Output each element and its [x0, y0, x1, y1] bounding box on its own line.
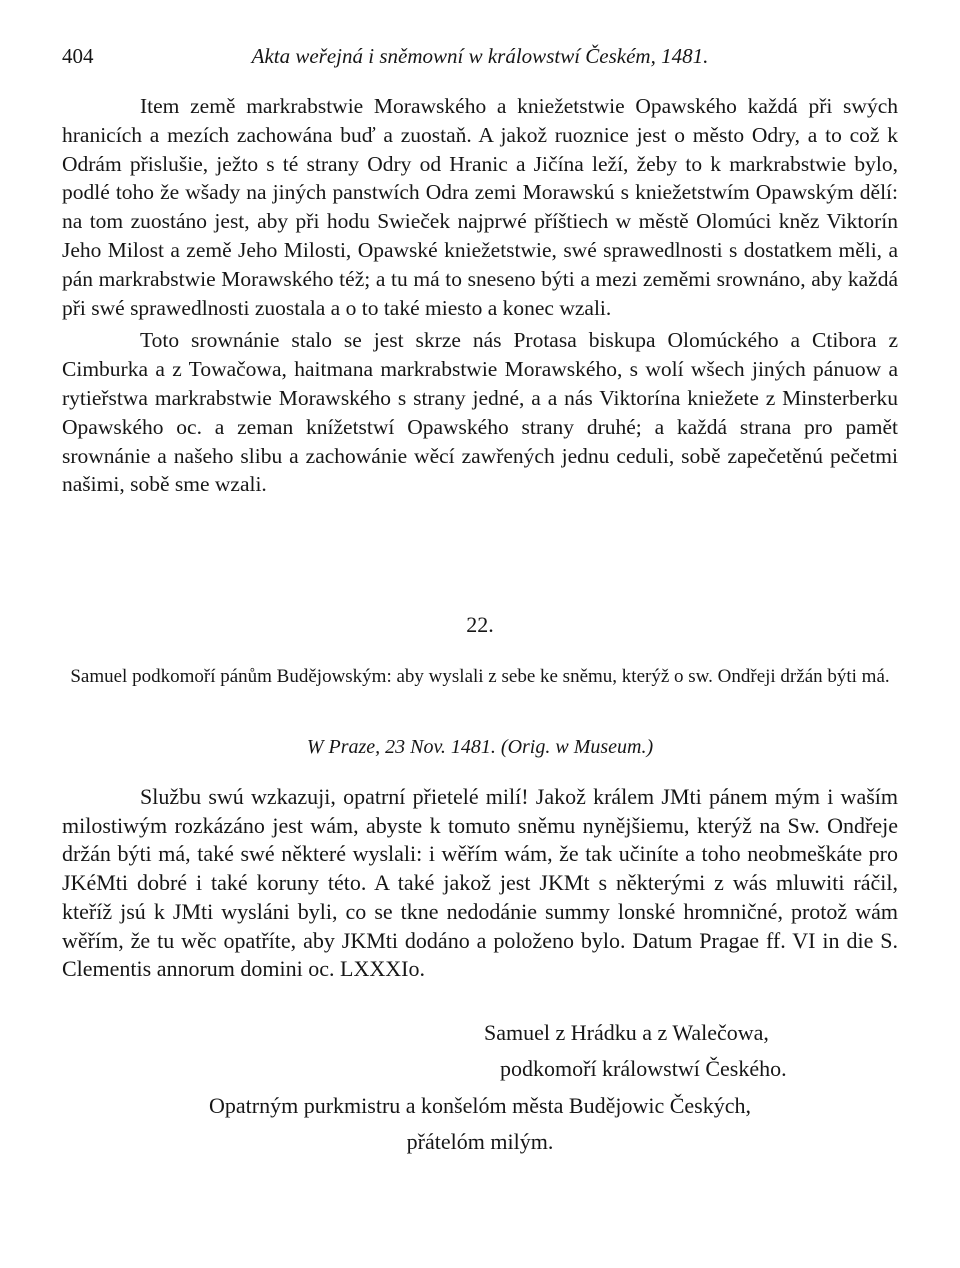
document-number: 22. [466, 612, 494, 637]
paragraph-1: Item země markrabstwie Morawského a kniežetstwie Opawského každá při swých hranicích a mezích zachowána buď a zuostaň. A jakož ruoznice jest o město Odry, a to což k Odrám přislušie, ježto s té strany Odry od Hranic a Jičína leží, žeby to k markrabstwie bylo, podlé toho že wšady na jiných panstwích Odra zemi Morawskú s kniežetstwím Opawským dělí: na tom zuostáno jest, aby při hodu Swieček najprwé příštiech w městě Olomúci kněz Viktorín Jeho Milost a země Jeho Milosti, Opawské kniežetstwie, swé sprawedlnosti s dostatkem měli, a pán markrabstwie Morawského též; a tu má to sneseno býti a mezi zeměmi srownáno, aby každá při swé sprawedlnosti zuostala a o to také miesto a konec wzali. [62, 94, 898, 320]
page-number: 404 [62, 44, 94, 68]
letter-paragraph: Službu swú wzkazuji, opatrní přietelé milí! Jakož králem JMti pánem mým i waším milostiwým rozkázáno jest wám, abyste k tomuto sněmu nynějšiemu, kterýž na Sw. Ondřeje držán býti má, také swé některé wyslali: i wěřím wám, že tak učiníte a toho neobmeškáte pro JKéMti dobré i také koruny této. A také jakož jest JKMt s některými z wás mluwiti ráčil, kteříž jsú k JMti wysláni byli, co se tkne nedodánie summy lonské hromničné, protož wám wěřím, že tu wěc opatříte, aby JKMti dodáno a položeno bylo. Datum Pragae ff. VI in die S. Clementis annorum domini oc. LXXXIo. [62, 784, 898, 982]
document-regest: Samuel podkomoří pánům Budějowským: aby wyslali z sebe ke sněmu, kterýž o sw. Ondřeji držán býti má. [70, 666, 890, 687]
address-line-2: přátelóm milým. [406, 1129, 554, 1154]
running-title: Akta weřejná i sněmowní w králowstwí Českém, 1481. [251, 44, 709, 68]
page-header [62, 44, 898, 78]
document-dateline: W Praze, 23 Nov. 1481. (Orig. w Museum.) [306, 736, 654, 758]
signature-name: Samuel z Hrádku a z Walečowa, [484, 1020, 769, 1045]
letter-text [62, 783, 898, 984]
address-line-1: Opatrným purkmistru a konšelóm města Budějowic Českých, [209, 1093, 751, 1118]
paragraph-2: Toto srownánie stalo se jest skrze nás Protasa biskupa Olomúckého a Ctibora z Cimburka a z Towačowa, haitmana markrabstwie Morawského, s wolí wšech jiných pánuow a rytieřstwa markrabstwie Morawského s strany jedné, a a nás Viktorína kniežete z Minsterberku Opawského oc. a zeman knížetstwí Opawského strany druhé; a každá strana pro pamět srownánie a našeho slibu a zachowánie wěcí zawřených jednu ceduli, sobě zapečetěnú pečetmi našimi, sobě sme wzali. [62, 328, 898, 497]
signature-title: podkomoří králowstwí Českého. [500, 1056, 787, 1081]
body-text [62, 92, 898, 499]
